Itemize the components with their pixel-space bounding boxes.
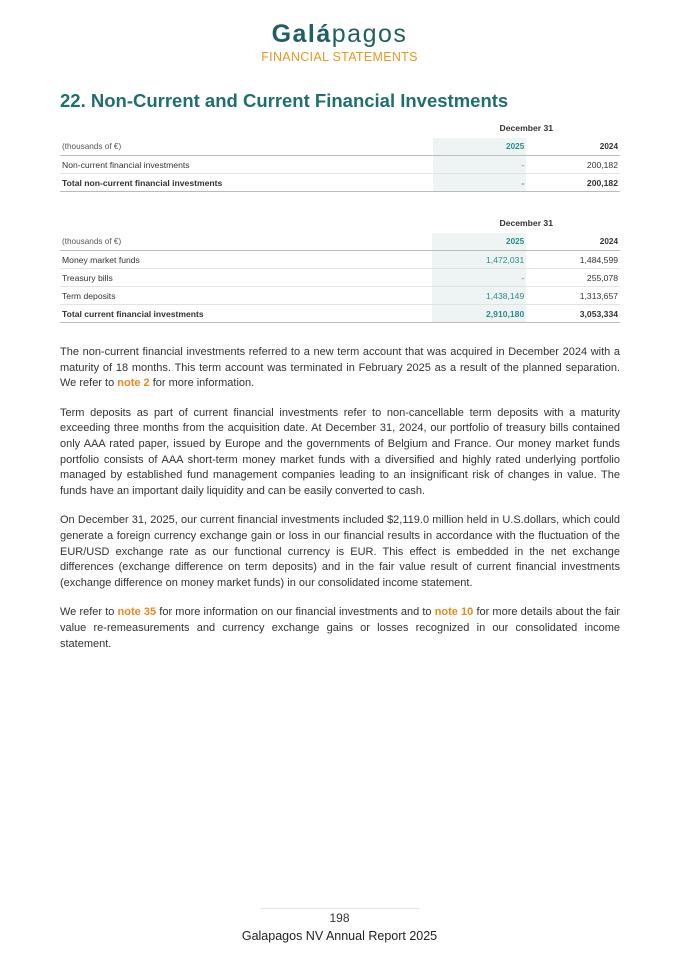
table-group-header: December 31	[499, 218, 553, 228]
table-row	[60, 156, 620, 174]
table-row	[60, 251, 620, 269]
row-label: Money market funds	[60, 251, 432, 269]
row-value-prior: 255,078	[526, 269, 620, 287]
paragraph-4: We refer to note 35 for more information on our financial investments and to note 10 for more details about the fair value re-remeasurements and currency exchange gains or losses recognized in our consolidated income statement.	[60, 606, 620, 650]
logo-text-bold: Galá	[271, 20, 332, 48]
table-row	[60, 269, 620, 287]
row-value-current: -	[432, 269, 526, 287]
paragraph-1: The non-current financial investments referred to a new term account that was acquired in December 2024 with a maturity of 18 months. This term account was terminated in February 2025 as a result of the planned separation. We refer to note 2 for more information.	[60, 346, 620, 390]
row-value-prior: 1,484,599	[526, 251, 620, 269]
col-header-prior: 2024	[526, 138, 620, 156]
table-header-row	[60, 233, 620, 251]
row-value-current: 1,438,149	[432, 287, 526, 305]
col-header-prior: 2024	[526, 233, 620, 251]
row-label: Non-current financial investments	[60, 156, 433, 174]
col-header-current: 2025	[432, 233, 526, 251]
paragraph-3: On December 31, 2025, our current financial investments included $2,119.0 million held in U.S.dollars, which could generate a foreign currency exchange gain or loss in our financial results in accordance with the fluctuation of the EUR/USD exchange rate as our functional currency is EUR. This effect is embedded in the net exchange differences (exchange difference on term deposits) and in the fair value result of current financial investments (exchange difference on money market funds) in our consolidated income statement.	[60, 514, 620, 589]
table-header-row	[60, 138, 620, 156]
total-label: Total current financial investments	[60, 305, 432, 323]
col-header-current: 2025	[433, 138, 527, 156]
note-35-link[interactable]: note 35	[117, 606, 157, 619]
page-title: 22. Non-Current and Current Financial Investments	[60, 90, 509, 111]
total-value-prior: 3,053,334	[526, 305, 620, 323]
total-value-current: 2,910,180	[432, 305, 526, 323]
row-value-prior: 1,313,657	[526, 287, 620, 305]
page-number: 198	[329, 911, 350, 925]
current-investments-table	[60, 213, 620, 323]
body-text	[60, 345, 620, 666]
total-value-prior: 200,182	[526, 174, 620, 192]
table-row	[60, 287, 620, 305]
row-value-prior: 200,182	[526, 156, 620, 174]
logo-text-light: pagos	[331, 20, 408, 48]
footer-divider	[260, 908, 420, 909]
company-logo	[0, 20, 679, 48]
row-label: Term deposits	[60, 287, 432, 305]
total-value-current: -	[433, 174, 527, 192]
table-total-row	[60, 174, 620, 192]
report-name: Galapagos NV Annual Report 2025	[241, 929, 438, 943]
row-value-current: -	[433, 156, 527, 174]
table-total-row	[60, 305, 620, 323]
page-header	[0, 20, 679, 64]
table-group-header: December 31	[499, 123, 554, 133]
note-10-link[interactable]: note 10	[434, 606, 474, 619]
total-label: Total non-current financial investments	[60, 174, 433, 192]
noncurrent-investments-table	[60, 118, 620, 192]
paragraph-2: Term deposits as part of current financial investments refer to non-cancellable term deposits with a maturity exceeding three months from the acquisition date. At December 31, 2024, our portfolio of treasury bills contained only AAA rated paper, issued by Europe and the governments of Belgium and France. Our money market funds portfolio consists of AAA short-term money market funds with a diversified and highly rated underlying portfolio managed by established fund management companies leading to an insignificant risk of changes in value. The funds have an important daily liquidity and can be easily converted to cash.	[60, 406, 620, 497]
table-group-header-row	[60, 118, 620, 138]
section-label: FINANCIAL STATEMENTS	[261, 50, 418, 64]
page-footer	[0, 908, 679, 943]
unit-label: (thousands of €)	[60, 233, 432, 251]
unit-label: (thousands of €)	[60, 138, 433, 156]
note-2-link[interactable]: note 2	[117, 377, 150, 390]
table-group-header-row	[60, 213, 620, 233]
row-value-current: 1,472,031	[432, 251, 526, 269]
row-label: Treasury bills	[60, 269, 432, 287]
